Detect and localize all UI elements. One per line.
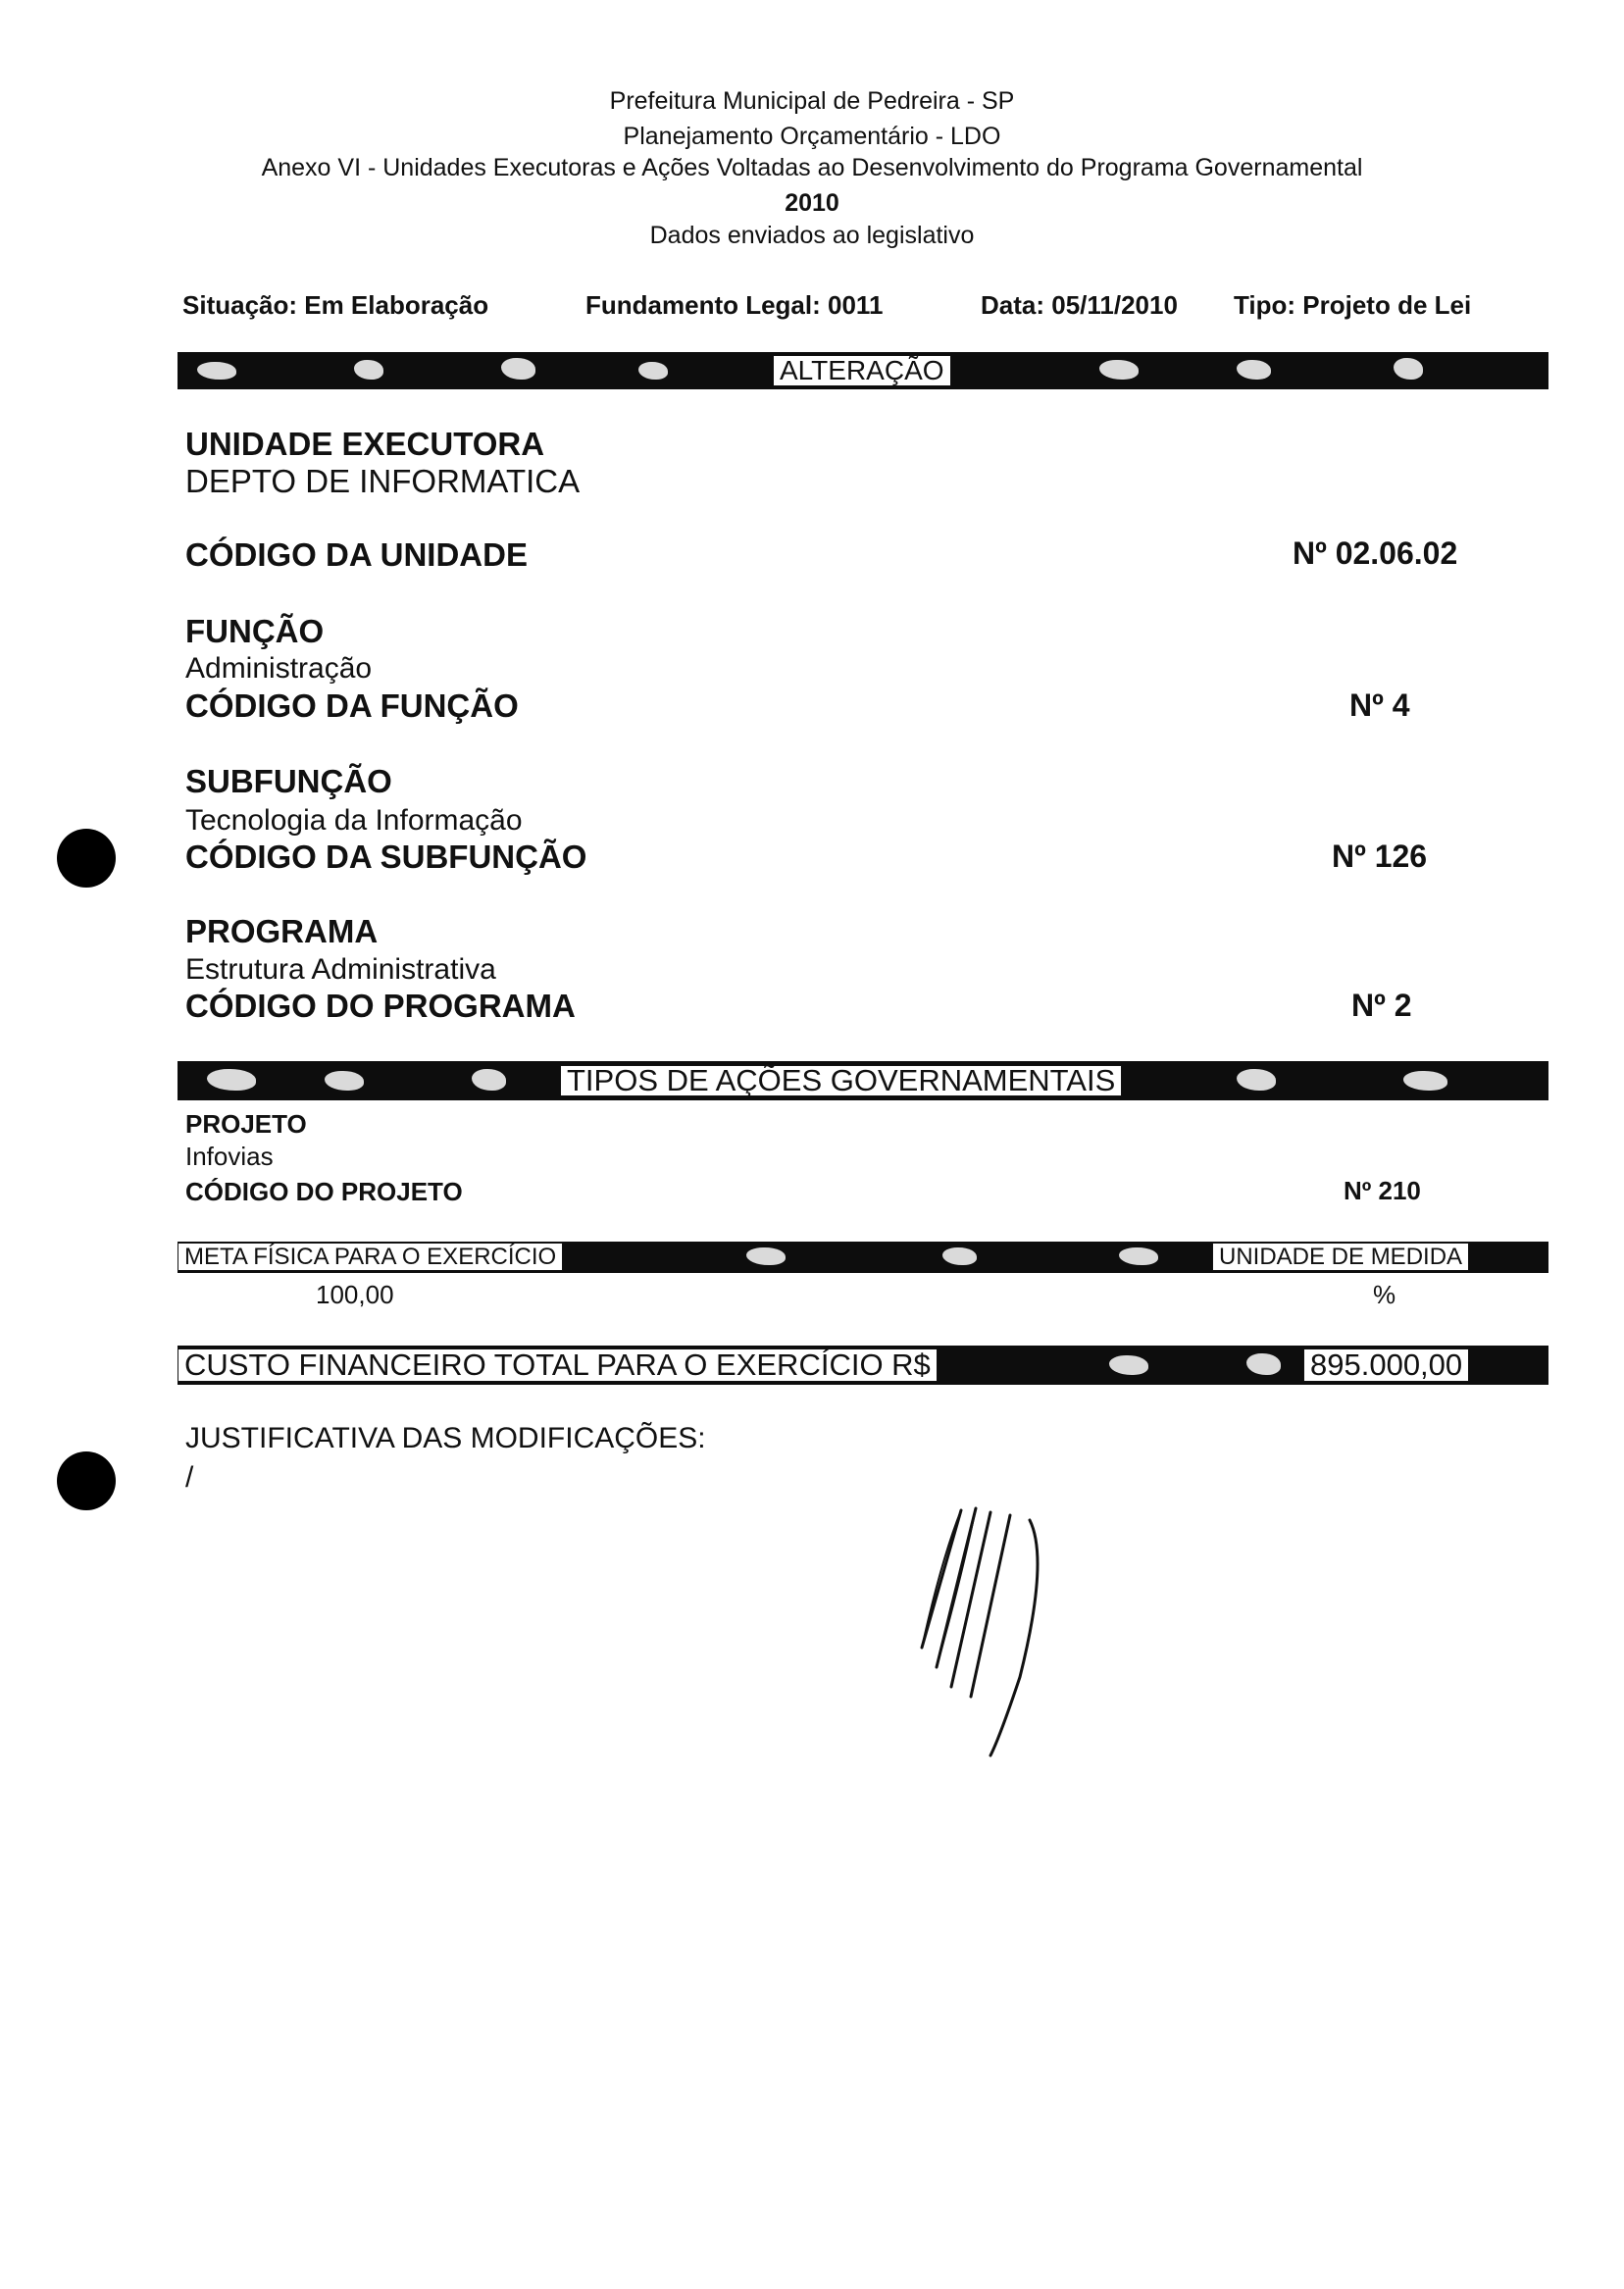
alteracao-label: ALTERAÇÃO — [773, 355, 951, 386]
funcao-label: FUNÇÃO — [185, 613, 325, 649]
meta-fisica-value: 100,00 — [316, 1280, 394, 1309]
meta-situacao: Situação: Em Elaboração — [182, 290, 489, 320]
programa-value: Estrutura Administrativa — [185, 953, 496, 986]
custo-label: CUSTO FINANCEIRO TOTAL PARA O EXERCÍCIO R$ — [178, 1348, 938, 1382]
hole-punch-dot-bottom — [57, 1451, 116, 1510]
hole-punch-dot-top — [57, 829, 116, 888]
codigo-unidade-label: CÓDIGO DA UNIDADE — [185, 536, 528, 573]
codigo-unidade-value: Nº 02.06.02 — [1293, 535, 1458, 571]
header-line-2: Planejamento Orçamentário - LDO — [623, 123, 1001, 150]
header-line-5: Dados enviados ao legislativo — [649, 222, 975, 249]
header-line-3: Anexo VI - Unidades Executoras e Ações Voltadas ao Desenvolvimento do Programa Governamental — [261, 154, 1363, 181]
signature-mark — [902, 1501, 1079, 1765]
codigo-funcao-label: CÓDIGO DA FUNÇÃO — [185, 687, 519, 724]
custo-valor: 895.000,00 — [1303, 1348, 1469, 1382]
meta-fundamento: Fundamento Legal: 0011 — [585, 290, 884, 320]
codigo-funcao-value: Nº 4 — [1349, 687, 1410, 723]
codigo-programa-label: CÓDIGO DO PROGRAMA — [185, 988, 576, 1024]
projeto-label: PROJETO — [185, 1109, 307, 1139]
unidade-medida-label: UNIDADE DE MEDIDA — [1212, 1243, 1469, 1271]
custo-bar — [178, 1346, 1548, 1385]
tipos-bar — [178, 1061, 1548, 1100]
codigo-programa-value: Nº 2 — [1351, 988, 1412, 1023]
unidade-value: DEPTO DE INFORMATICA — [185, 463, 581, 499]
codigo-subfuncao-value: Nº 126 — [1332, 839, 1428, 874]
subfuncao-value: Tecnologia da Informação — [185, 804, 523, 837]
meta-fisica-label: META FÍSICA PARA O EXERCÍCIO — [178, 1243, 563, 1271]
tipos-label: TIPOS DE AÇÕES GOVERNAMENTAIS — [560, 1065, 1122, 1096]
funcao-value: Administração — [185, 652, 373, 685]
meta-tipo: Tipo: Projeto de Lei — [1234, 290, 1472, 320]
alteracao-bar — [178, 352, 1548, 389]
justificativa-label: JUSTIFICATIVA DAS MODIFICAÇÕES: — [185, 1422, 706, 1454]
header-year: 2010 — [785, 189, 839, 217]
codigo-projeto-value: Nº 210 — [1344, 1176, 1421, 1205]
meta-data: Data: 05/11/2010 — [981, 290, 1178, 320]
subfuncao-label: SUBFUNÇÃO — [185, 763, 392, 799]
unidade-medida-value: % — [1373, 1280, 1396, 1309]
codigo-projeto-label: CÓDIGO DO PROJETO — [185, 1177, 463, 1206]
header-line-1: Prefeitura Municipal de Pedreira - SP — [609, 87, 1015, 115]
projeto-value: Infovias — [185, 1142, 274, 1171]
justificativa-mark: / — [185, 1461, 194, 1494]
meta-fisica-bar — [178, 1242, 1548, 1273]
unidade-label: UNIDADE EXECUTORA — [185, 426, 545, 462]
codigo-subfuncao-label: CÓDIGO DA SUBFUNÇÃO — [185, 839, 587, 875]
programa-label: PROGRAMA — [185, 913, 379, 949]
